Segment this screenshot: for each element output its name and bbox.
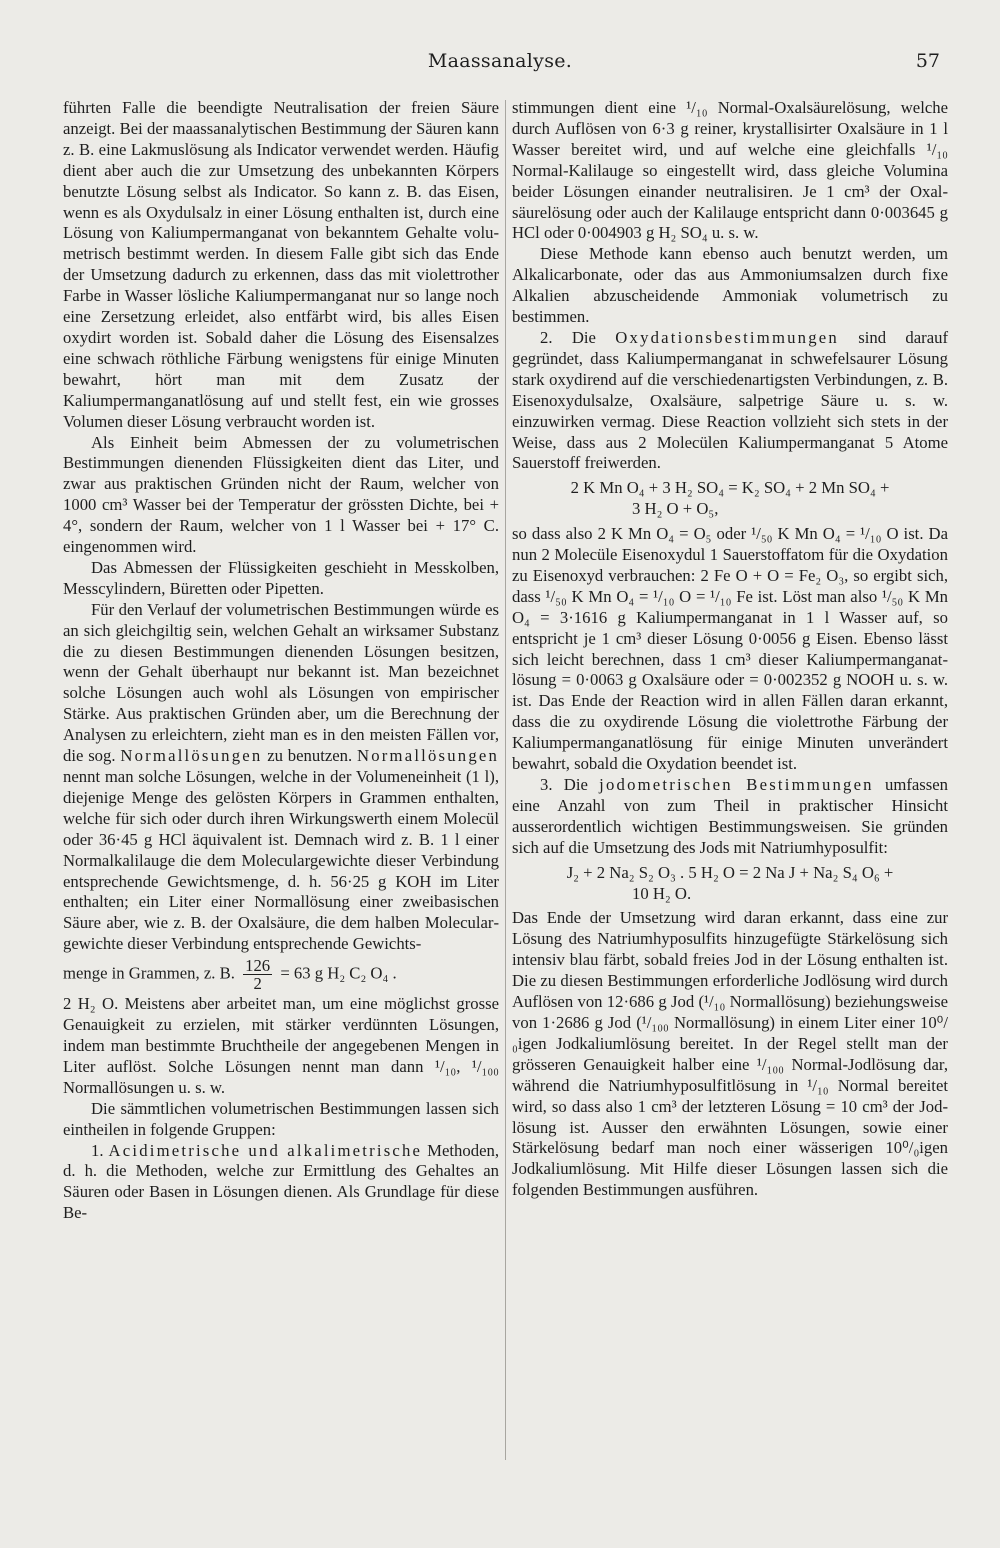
paragraph bbox=[512, 775, 948, 859]
equation bbox=[512, 478, 948, 520]
paragraph-text: nennt man solche Lösungen, welche in der Volumeneinheit (1 l), diejenige Menge des gelösten Körpers in Grammen enthalten, welche für sich oder durch ihren Wirkungswerth einem Molecül oder 36·45 g HCl äquivalent ist. Demnach wird z. B. 1 l einer Normalkalilauge die dem Moleculargewichte dieser Verbindung entsprechende Gewichtsmenge, d. h. 56·25 g KOH im Liter enthalten; ein Liter einer Normallösung einer zweibasischen Säure aber, wie z. B. der Oxalsäure, die dem halben Moleculargewichte dieser Verbindung entsprechende Gewichts- bbox=[63, 767, 499, 954]
paragraph: führten Falle die beendigte Neutralisation der freien Säure anzeigt. Bei der maassanalytischen Bestimmung der Säuren kann z. B. eine Lakmuslösung als Indicator verwendet werden. Häufig dient aber auch die zur Umsetzung des unbekannten Körpers benutzte Lösung selbst als Indicator. So kann z. B. das Eisen, wenn es als Oxydulsalz in einer Lösung enthalten ist, durch eine Lösung von Kaliumpermanganat von bekanntem Gehalte volumetrisch bestimmt werden. In diesem Falle gibt sich das Ende der Umsetzung dadurch zu erkennen, dass das mit violettrother Farbe in Wasser lösliche Kaliumpermanganat nur so lange noch eine Zersetzung erleidet, also entfärbt wird, bis alles Eisen oxydirt worden ist. Sobald daher die Lösung des Eisensalzes eine schwach röthliche Färbung wenigstens für einige Minuten bewahrt, hört man mit dem Zusatz der Kaliumpermanganatlösung auf und stellt fest, ein wie grosses Volumen dieser Lösung verbraucht worden ist. bbox=[63, 98, 499, 431]
paragraph: Das Abmessen der Flüssigkeiten geschieht in Messkolben, Messcylindern, Büretten oder Pipetten. bbox=[63, 557, 499, 598]
paragraph-text: Für den Verlauf der volumetrischen Bestimmungen würde es an sich gleichgiltig sein, welchen Gehalt an wirksamer Substanz die zu diesen Bestimmungen dienenden Lösungen besitzen, wenn der Gehalt überhaupt nur bekannt ist. Man bezeichnet solche Lösungen auch wohl als Lösungen von empirischer Stärke. Aus praktischen Gründen aber, um die Berechnung der Analysen zu erleichtern, zieht man es in den meisten Fällen vor, die sog. bbox=[63, 599, 499, 766]
spaced-term: Normallösungen bbox=[356, 746, 500, 766]
list-number: 2. Die bbox=[540, 327, 596, 347]
paragraph-text: umfassen eine Anzahl von zum Theil in praktischer Hinsicht ausserordentlich wichtigen Bestimmungsweisen. Sie gründen sich auf die Umsetzung des Jods mit Natriumhyposulfit: bbox=[512, 775, 949, 857]
fraction-numerator: 126 bbox=[245, 956, 271, 976]
equation bbox=[512, 863, 948, 905]
paragraph: Die sämmtlichen volumetrischen Bestimmungen lassen sich eintheilen in folgende Gruppen: bbox=[63, 1098, 499, 1139]
paragraph: so dass also 2 K Mn O₄ = O₅ oder ¹/₅₀ K Mn O₄ = ¹/₁₀ O ist. Da nun 2 Molecüle Eisenoxydul 1 Sauerstoffatom für die Oxydation zu Eisenoxyd verbrauchen: 2 Fe O + O = Fe₂ O₃, so ergibt sich, dass ¹/₅₀ K Mn O₄ = ¹/₁₀ O = ¹/₁₀ Fe ist. Löst man also ¹/₅₀ K Mn O₄ = 3·1616 g Kaliumpermanganat in 1 l Wasser auf, so entspricht je 1 cm³ dieser Lösung 0·0056 g Eisen. Ebenso lässt sich leicht berechnen, dass 1 cm³ dieser Kaliumpermanganatlösung = 0·0063 g Oxalsäure oder = 0·002352 g NOOH u. s. w. ist. Das Ende der Reaction wird in allen Fällen daran erkannt, dass die zu oxydirende Lösung die violettrothe Färbung der Kaliumpermanganatlösung für einige Minuten unverändert bewahrt, sobald die Oxydation beendet ist. bbox=[512, 524, 948, 774]
spaced-term: Acidimetrische und alkalimetrische bbox=[108, 1140, 423, 1160]
formula-suffix: = 63 g H₂ C₂ O₄ . bbox=[280, 963, 397, 983]
fraction-denominator: 2 bbox=[253, 974, 262, 994]
equation-line: 10 H₂ O. bbox=[632, 883, 692, 903]
paragraph: stimmungen dient eine ¹/₁₀ Normal-Oxalsäurelösung, welche durch Auflösen von 6·3 g reiner, krystallisirter Oxalsäure in 1 l Wasser bereitet wird, und auf welche eine gleichfalls ¹/₁₀ Normal-Kalilauge so eingestellt wird, dass gleiche Volumina beider Lösungen einander neutralisiren. Je 1 cm³ der Oxalsäurelösung oder auch der Kalilauge entspricht dann 0·003645 g HCl oder 0·004903 g H₂ SO₄ u. s. w. bbox=[512, 98, 948, 243]
running-header bbox=[60, 50, 940, 80]
paragraph: Diese Methode kann ebenso auch benutzt werden, um Alkalicarbonate, oder das aus Ammoniumsalzen durch fixe Alkalien abzuscheidende Ammoniak volumetrisch zu bestimmen. bbox=[512, 244, 948, 327]
spaced-term: jodometrischen Bestimmungen bbox=[599, 775, 874, 794]
paragraph bbox=[63, 600, 499, 955]
equation-line: 2 K Mn O₄ + 3 H₂ SO₄ = K₂ SO₄ + 2 Mn SO₄ + bbox=[570, 478, 890, 498]
fraction bbox=[243, 957, 272, 992]
equation-line: J₂ + 2 Na₂ S₂ O₃ . 5 H₂ O = 2 Na J + Na₂ S₄ O₆ + bbox=[566, 862, 894, 882]
spaced-term: Normallösungen bbox=[120, 746, 263, 766]
running-title: Maassanalyse. bbox=[427, 50, 573, 72]
paragraph bbox=[63, 1141, 499, 1225]
paragraph-text: Methoden, d. h. die Methoden, welche zur Ermittlung des Gehaltes an Säuren oder Basen in Lösungen dienen. Als Grundlage für diese Be- bbox=[63, 1140, 499, 1223]
page-number: 57 bbox=[915, 50, 940, 72]
spaced-term: Oxydationsbestimmungen bbox=[615, 327, 839, 347]
paragraph bbox=[512, 328, 948, 474]
paragraph-text: zu benutzen. bbox=[267, 746, 353, 766]
paragraph: 2 H₂ O. Meistens aber arbeitet man, um eine möglichst grosse Genauigkeit zu erzielen, mit stärker verdünnten Lösungen, indem man bestimmte Bruchtheile der angegebenen Mengen in Liter auflöst. Solche Lösungen nennt man dann ¹/₁₀, ¹/₁₀₀ Normallösungen u. s. w. bbox=[63, 994, 499, 1097]
right-column bbox=[512, 98, 948, 1201]
list-number: 3. Die bbox=[540, 775, 588, 794]
paragraph: Das Ende der Umsetzung wird daran erkannt, dass eine zur Lösung des Natriumhyposulfits hinzugefügte Stärkelösung sich intensiv blau färbt, sobald freies Jod in der Lösung enthalten ist. Die zu diesen Bestimmungen erforderliche Jodlösung wird durch Auflösen von 12·686 g Jod (¹/₁₀ Normallösung) beziehungsweise von 1·2686 g Jod (¹/₁₀₀ Normallösung) in einem Liter einer 10⁰/₀igen Jodkaliumlösung bereitet. In der Regel stellt man der grösseren Genauigkeit halber eine ¹/₁₀₀ Normal-Jodlösung dar, während die Natriumhyposulfitlösung in ¹/₁₀ Normal bereitet wird, so dass also 1 cm³ der letzteren Lösung = 10 cm³ der Jodlösung ist. Ausser den erwähnten Lösungen, sowie einer Stärkelösung bedarf man noch einer wässerigen 10⁰/₀igen Jodkaliumlösung. Mit Hilfe dieser Lösungen lassen sich die folgenden Bestimmungen ausführen. bbox=[512, 908, 948, 1200]
formula-prefix: menge in Grammen, z. B. bbox=[63, 963, 235, 983]
paragraph: Als Einheit beim Abmessen der zu volumetrischen Bestimmungen dienenden Flüssigkeiten dient das Liter, und zwar aus praktischen Gründen nicht der Raum, welcher von 1000 cm³ Wasser bei der Temperatur der grössten Dichte, bei + 4°, sondern der Raum, welcher von 1 l Wasser bei + 17° C. eingenommen wird. bbox=[63, 432, 499, 557]
list-number: 1. bbox=[91, 1140, 104, 1160]
column-divider bbox=[505, 100, 506, 1460]
equation-line: 3 H₂ O + O₅, bbox=[632, 499, 719, 519]
paragraph-text: sind darauf gegründet, dass Kaliumpermanganat in schwefelsaurer Lösung stark oxydirend auf die verschiedenartigsten Verbindungen, z. B. Eisenoxydulsalze, Oxalsäure, salpetrige Säure u. s. w. einzuwirken vermag. Diese Reaction vollzieht sich stets in der Weise, dass aus 2 Molecülen Kaliumpermanganat 5 Atome Sauerstoff freiwerden. bbox=[512, 327, 949, 473]
left-column bbox=[63, 98, 499, 1224]
formula-line bbox=[63, 957, 499, 992]
